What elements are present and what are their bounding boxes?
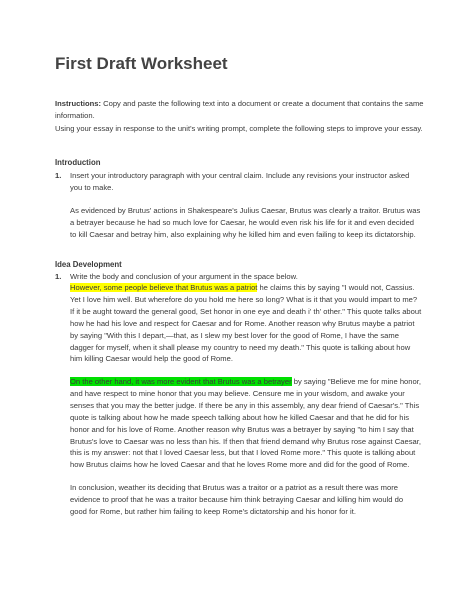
introduction-heading: Introduction xyxy=(55,158,101,167)
idea-development-heading: Idea Development xyxy=(55,260,122,269)
body-paragraph-1 xyxy=(70,282,422,365)
step-number: 1. xyxy=(55,272,62,281)
body-paragraph-2 xyxy=(70,376,422,471)
instructions-paragraph xyxy=(55,98,425,122)
highlighted-claim-patriot: However, some people believe that Brutus was a patriot xyxy=(70,283,258,292)
introduction-paragraph: As evidenced by Brutus' actions in Shakespeare's Julius Caesar, Brutus was clearly a traitor. Brutus was a betrayer because he had so much love for Caesar, he would even risk his life for it and even decided to kill Caesar and betray him, also explaining why he killed him and even failing to keep its dictatorship. xyxy=(70,206,421,239)
instructions-label: Instructions: xyxy=(55,99,101,108)
instructions-text: Copy and paste the following text into a document or create a document that contains the same information. xyxy=(55,99,424,120)
body-paragraph-2-text: by saying "Believe me for mine honor, and have respect to mine honor that you may believe. Censure me in your wisdom, and awake your senses that you may the better judge. If there be any in this assembly, any dear friend of Caesar's." This quote is talking about how he made speech talking about how he killed Caesar and that he did for his honor and for his love of Rome. Another reason why Brutus was a betrayer by saying "to him I say that Brutus's love to Caesar was no less than his. If then that friend demand why Brutus rose against Caesar, this is my answer: not that I loved Caesar less, but that I loved Rome more." This quote is talking about how Brutus claims how he loved Caesar and that he loves Rome more and did for the good of Rome. xyxy=(70,377,421,470)
instructions-paragraph-2: Using your essay in response to the unit's writing prompt, complete the following steps to improve your essay. xyxy=(55,124,423,133)
step-number: 1. xyxy=(55,171,62,180)
document-title: First Draft Worksheet xyxy=(55,54,228,73)
step-instruction: Insert your introductory paragraph with your central claim. Include any revisions your instructor asked you to make. xyxy=(70,171,410,192)
conclusion-paragraph: In conclusion, weather its deciding that Brutus was a traitor or a patriot as a result there was more evidence to proof that he was a traitor because him think betraying Caesar and killing him would do good for Rome, but rather him failing to keep Rome's dictatorship and his honor for it. xyxy=(70,483,404,516)
highlighted-claim-betrayer: On the other hand, it was more evident that Brutus was a betrayer xyxy=(70,377,292,386)
step-instruction: Write the body and conclusion of your argument in the space below. xyxy=(70,272,298,281)
body-paragraph-1-text: he claims this by saying "I would not, Cassius. Yet I love him well. But wherefore do you hold me here so long? What is it that you would impart to me? If it be aught toward the general good, Set honor in one eye and death i' th' other." This quote talks about how he had his love and respect for Caesar and for Rome. Another reason why Brutus maybe a patriot by saying "With this I depart,—that, as I slew my best lover for the good of Rome, I have the same dagger for myself, when it shall please my country to need my death." This quote is talking about how him killing Caesar would help the good of Rome. xyxy=(70,283,422,364)
introduction-step xyxy=(55,170,425,194)
